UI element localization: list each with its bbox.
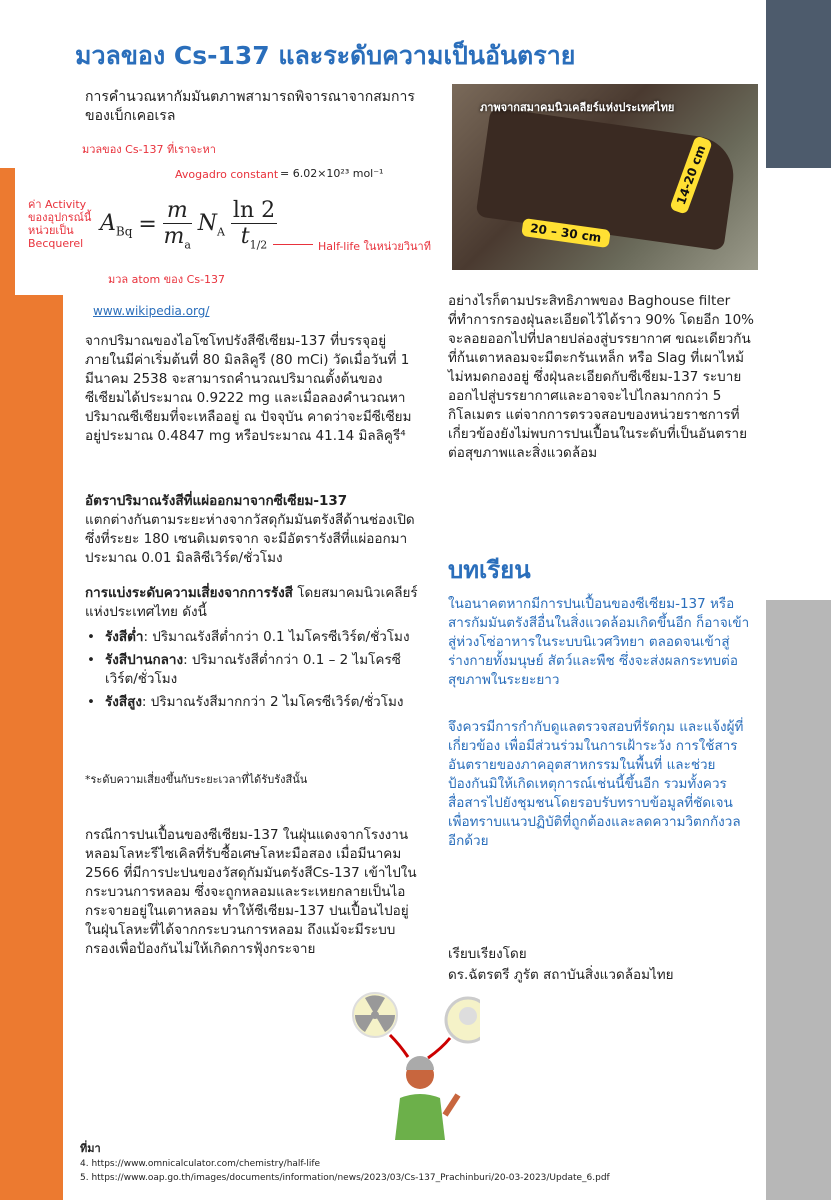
reference-item[interactable]: 4. https://www.omnicalculator.com/chemistry/half-life [80,1159,321,1169]
label-mass: มวลของ Cs-137 ที่เราจะหา [82,143,216,156]
page-title: มวลของ Cs-137 และระดับความเป็นอันตราย [75,41,576,70]
orange-side-strip [0,168,15,298]
photo-caption: ภาพจากสมาคมนิวเคลียร์แห่งประเทศไทย [480,101,675,114]
halflife-connector [273,244,313,245]
dose-text: แตกต่างกันตามระยะห่างจากวัสดุกัมมันตรังสีด้านช่องเปิด ซึ่งที่ระยะ 180 เซนติเมตรจาก จะมีอัตรารังสีที่แผ่ออกมาประมาณ 0.01 มิลลิซีเวิร์ต/ชั่วโมง [85,512,415,566]
risk-level-medium: • รังสีปานกลาง: ปริมาณรังสีต่ำกว่า 0.1 – 2 ไมโครซีเวิร์ต/ชั่วโมง [85,651,420,689]
risk-intro-text: โดยสมาคมนิวเคลียร์แห่งประเทศไทย ดังนี้ [85,585,418,620]
orange-side-block [0,295,63,1200]
risk-heading: การแบ่งระดับความเสี่ยงจากการรังสี [85,585,293,601]
dose-rate-paragraph [85,492,420,568]
references [80,1142,610,1185]
author-label: เรียบเรียงโดย [448,946,527,962]
label-activity: ค่า Activity ของอุปกรณ์นี้ หน่วยเป็น Becquerel [28,198,92,250]
skull-icon [446,998,480,1042]
case-paragraph: กรณีการปนเปื้อนของซีเซียม-137 ในฝุ่นแดงจากโรงงานหลอมโลหะรีไซเคิลที่รับซื้อเศษโลหะมือสอง เมื่อมีนาคม 2566 ที่มีการปะปนของวัสดุกัมมันตรังสีCs-137 เข้าไปในกระบวนการหลอม ซึ่งจะถูกหลอมและระเหยกลายเป็นไอกระจายอยู่ในเตาหลอม ทำให้ซีเซียม-137 ปนเปื้อนไปอยู่ในฝุ่นโลหะที่ได้จากกระบวนการหลอม ถึงแม้จะมีระบบกรองเพื่อป้องกันไม่ให้เกิดการฟุ้งกระจาย [85,827,417,957]
cesium-amount-paragraph: จากปริมาณของไอโซโทปรังสีซีเซียม-137 ที่บรรจุอยู่ภายในมีค่าเริ่มต้นที่ 80 มิลลิคูรี (80 mCi) วัดเมื่อวันที่ 1 มีนาคม 2538 จะสามารถคำนวณปริมาณตั้งต้นของซีเซียมได้ประมาณ 0.9222 mg และเมื่อลองคำนวณหาปริมาณซีเซียมที่จะเหลืออยู่ ณ ปัจจุบัน คาดว่าจะมีซีเซียมอยู่ประมาณ 0.4847 mg หรือประมาณ 41.14 มิลลิคูรี⁴ [85,333,412,444]
label-atom: มวล atom ของ Cs-137 [108,273,226,286]
author-name: ดร.ฉัตรตรี ภูรัต สถาบันสิ่งแวดล้อมไทย [448,967,674,983]
risk-level-high: • รังสีสูง: ปริมาณรังสีมากกว่า 2 ไมโครซีเวิร์ต/ชั่วโมง [85,693,420,712]
label-avogadro: Avogadro constant [175,168,279,181]
dose-heading: อัตราปริมาณรังสีที่แผ่ออกมาจากซีเซียม-137 [85,493,348,509]
lhs: $A_{Bq}$ [100,211,133,239]
lesson-paragraph-2: จึงควรมีการกำกับดูแลตรวจสอบที่รัดกุม และแจ้งผู้ที่เกี่ยวข้อง เพื่อมีส่วนร่วมในการเฝ้าระวัง การใช้สารอันตรายของภาคอุตสาหกรรมในพื้นที่ และช่วยป้องกันมิให้เกิดเหตุการณ์เช่นนี้ขึ้นอีก รวมทั้งควรสื่อสารไปยังชุมชนโดยรอบรับทราบข้อมูลที่ชัดเจน เพื่อทราบแนวปฏิบัติที่ถูกต้องและลดความวิตกกังวลอีกด้วย [448,719,744,849]
radiation-icon [353,993,397,1037]
mass-fraction: $\frac{m}{m_a}$ [163,198,191,252]
label-halflife: Half-life ในหน่วยวินาที [318,240,431,253]
lesson-paragraph-1: ในอนาคตหากมีการปนเปื้อนของซีเซียม-137 หรือสารกัมมันตรังสีอื่นในสิ่งแวดล้อมเกิดขึ้นอีก ก็อาจเข้าสู่ห่วงโซ่อาหารในระบบนิเวศวิทยา ตลอดจนเข้าสู่ร่างกายทั้งมนุษย์ สัตว์และพืช ซึ่งจะส่งผลกระทบต่อสุขภาพในระยะยาว [448,596,750,688]
formula-figure [20,140,445,290]
arrow-icon [390,1035,408,1057]
tag-length: 20 – 30 cm [521,218,610,248]
tag-diameter: 14-20 cm [669,135,713,215]
gray-side-block [766,600,831,1200]
becquerel-equation: $A_{Bq}$ = $\frac{m}{m_a}$ $N_A$ ln 2 $t_{1/2}$ [100,198,276,252]
lesson-heading: บทเรียน [448,556,531,584]
risk-level-low: • รังสีต่ำ: ปริมาณรังสีต่ำกว่า 0.1 ไมโครซีเวิร์ต/ชั่วโมง [85,628,420,647]
baghouse-paragraph: อย่างไรก็ตามประสิทธิภาพของ Baghouse filter ที่ทำการกรองฝุ่นละเอียดไว้ได้ราว 90% โดยอีก 10% จะลอยออกไปที่ปลายปล่องสู่บรรยากาศ ขณะเดียวกันที่ก้นเตาหลอมจะมีตะกรันเหล็ก หรือ Slag ที่เผาไหม้ไม่หมดกองอยู่ ซึ่งฝุ่นละเอียดกับซีเซียม-137 ระบายออกไปสู่บรรยากาศและอาจจะไปไกลมากกว่า 5 กิโลเมตร แต่จากการตรวจสอบของหน่วยราชการที่เกี่ยวข้องยังไม่พบการปนเปื้อนในระดับที่เป็นอันตรายต่อสุขภาพและสิ่งแวดล้อม [448,293,755,461]
intro-text: การคำนวณหากัมมันตภาพสามารถพิจารณาจากสมการของเบ็กเคอเรล [85,89,415,124]
slate-corner-block [766,0,831,168]
risk-note: *ระดับความเสี่ยงขึ้นกับระยะเวลาที่ได้รับรังสีนั้น [85,773,308,786]
references-heading: ที่มา [80,1142,101,1155]
avogadro-value: = 6.02×10²³ mol⁻¹ [280,167,384,180]
wikipedia-link[interactable]: www.wikipedia.org/ [93,304,210,318]
risk-levels-list [85,628,420,716]
risk-intro [85,584,420,622]
cesium-capsule-photo [452,84,758,270]
arrow-icon [428,1038,450,1058]
person-hazard-illustration [350,990,480,1140]
decay-fraction: ln 2 $t_{1/2}$ [232,198,276,252]
reference-item[interactable]: 5. https://www.oap.go.th/images/documents/information/news/2023/03/Cs-137_Prachinburi/20-03-2023/Update_6.pdf [80,1173,610,1183]
